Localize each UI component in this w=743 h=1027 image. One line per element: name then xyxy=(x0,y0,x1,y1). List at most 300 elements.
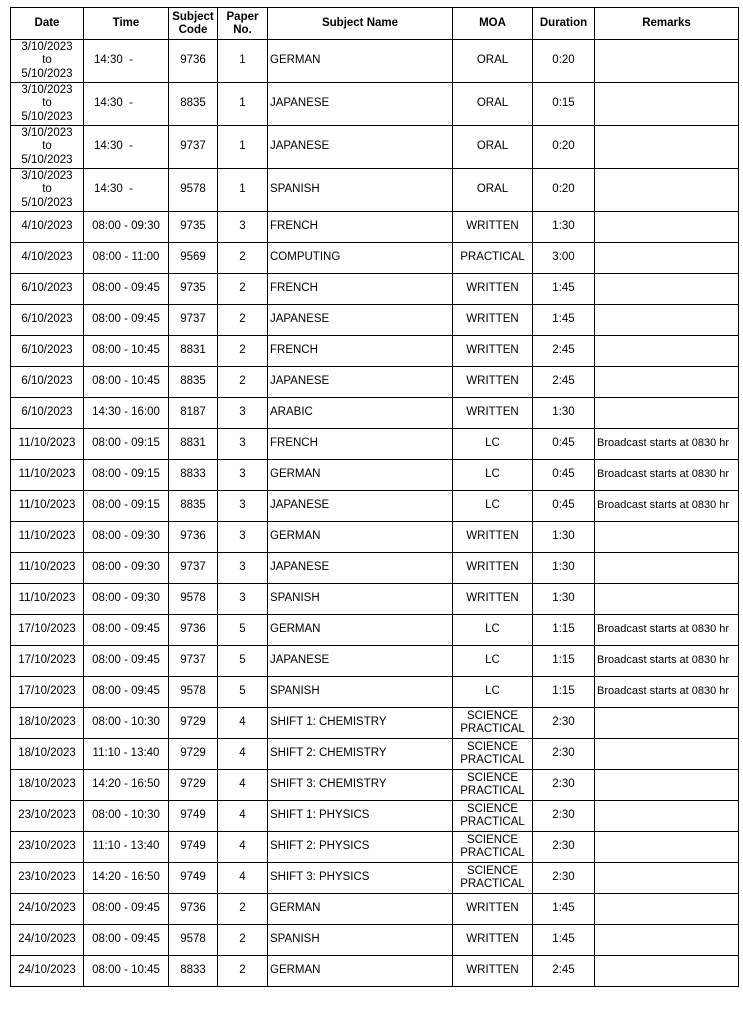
subject-code-cell: 9749 xyxy=(169,832,218,863)
moa-line: PRACTICAL xyxy=(460,754,525,766)
date-line: 17/10/2023 xyxy=(18,623,76,636)
subject-name-cell: JAPANESE xyxy=(268,367,453,398)
time-cell: 14:30 - xyxy=(84,169,169,212)
date-line: 11/10/2023 xyxy=(18,437,76,450)
moa-cell xyxy=(453,336,533,367)
date-line: 5/10/2023 xyxy=(21,110,73,123)
moa-line: WRITTEN xyxy=(466,964,519,977)
paper-no-cell: 2 xyxy=(218,305,268,336)
paper-no-cell: 2 xyxy=(218,336,268,367)
remarks-cell xyxy=(595,274,739,305)
time-cell: 08:00 - 09:30 xyxy=(84,212,169,243)
subject-name-cell: ARABIC xyxy=(268,398,453,429)
date-line: 11/10/2023 xyxy=(18,561,76,574)
moa-line: WRITTEN xyxy=(466,220,519,233)
subject-code-cell: 9749 xyxy=(169,801,218,832)
table-row xyxy=(11,801,739,832)
subject-name-cell: JAPANESE xyxy=(268,83,453,126)
remarks-cell xyxy=(595,553,739,584)
paper-no-cell: 3 xyxy=(218,398,268,429)
subject-code-cell: 9737 xyxy=(169,305,218,336)
date-line: to xyxy=(42,54,52,67)
moa-line: PRACTICAL xyxy=(460,785,525,797)
moa-line: SCIENCE xyxy=(466,833,519,846)
remarks-cell xyxy=(595,584,739,615)
subject-name-cell: SPANISH xyxy=(268,925,453,956)
date-line: 6/10/2023 xyxy=(21,313,73,326)
remarks-cell: Broadcast starts at 0830 hr xyxy=(595,460,739,491)
date-line: 18/10/2023 xyxy=(18,716,76,729)
date-line: 6/10/2023 xyxy=(21,375,73,388)
subject-code-cell: 9736 xyxy=(169,40,218,83)
moa-line: SCIENCE xyxy=(466,740,519,753)
duration-cell: 1:15 xyxy=(533,615,595,646)
schedule-body xyxy=(11,40,739,987)
moa-line: PRACTICAL xyxy=(460,847,525,859)
time-cell: 14:30 - xyxy=(84,126,169,169)
time-cell: 08:00 - 09:30 xyxy=(84,584,169,615)
paper-no-cell: 4 xyxy=(218,770,268,801)
date-cell xyxy=(11,863,84,894)
date-line: 18/10/2023 xyxy=(18,778,76,791)
date-line: 3/10/2023 xyxy=(21,126,73,139)
time-cell: 08:00 - 09:45 xyxy=(84,305,169,336)
remarks-cell xyxy=(595,832,739,863)
remarks-cell xyxy=(595,894,739,925)
header-paper-no-line: Paper xyxy=(226,10,259,23)
remarks-cell xyxy=(595,305,739,336)
subject-code-cell: 9749 xyxy=(169,863,218,894)
header-row xyxy=(11,8,739,40)
duration-cell: 2:30 xyxy=(533,863,595,894)
date-line: 23/10/2023 xyxy=(18,840,76,853)
table-row xyxy=(11,243,739,274)
date-line: 23/10/2023 xyxy=(18,809,76,822)
subject-code-cell: 9729 xyxy=(169,739,218,770)
date-line: 17/10/2023 xyxy=(18,685,76,698)
duration-cell: 0:20 xyxy=(533,40,595,83)
time-cell: 08:00 - 10:30 xyxy=(84,708,169,739)
paper-no-cell: 2 xyxy=(218,925,268,956)
moa-line: WRITTEN xyxy=(466,933,519,946)
time-cell: 08:00 - 09:30 xyxy=(84,522,169,553)
remarks-cell xyxy=(595,169,739,212)
subject-name-cell: GERMAN xyxy=(268,615,453,646)
date-line: to xyxy=(42,97,52,110)
remarks-cell xyxy=(595,739,739,770)
moa-line: WRITTEN xyxy=(466,313,519,326)
duration-cell: 2:30 xyxy=(533,832,595,863)
time-cell: 08:00 - 09:30 xyxy=(84,553,169,584)
subject-name-cell: FRENCH xyxy=(268,429,453,460)
time-cell: 08:00 - 09:45 xyxy=(84,925,169,956)
subject-name-cell: SPANISH xyxy=(268,584,453,615)
subject-code-cell: 8831 xyxy=(169,429,218,460)
time-cell: 14:20 - 16:50 xyxy=(84,770,169,801)
subject-code-cell: 9736 xyxy=(169,522,218,553)
date-cell xyxy=(11,169,84,212)
moa-cell xyxy=(453,801,533,832)
moa-cell xyxy=(453,770,533,801)
time-cell: 08:00 - 10:45 xyxy=(84,367,169,398)
date-cell xyxy=(11,956,84,987)
time-cell: 14:30 - xyxy=(84,83,169,126)
header-subject-code xyxy=(169,8,218,40)
moa-line: LC xyxy=(485,654,500,667)
moa-line: SCIENCE xyxy=(466,771,519,784)
time-cell: 08:00 - 09:15 xyxy=(84,460,169,491)
subject-code-cell: 9737 xyxy=(169,646,218,677)
date-cell xyxy=(11,739,84,770)
remarks-cell xyxy=(595,212,739,243)
moa-line: SCIENCE xyxy=(466,864,519,877)
date-cell xyxy=(11,677,84,708)
header-subject-name: Subject Name xyxy=(268,8,453,40)
table-row xyxy=(11,491,739,522)
time-cell: 08:00 - 09:45 xyxy=(84,615,169,646)
subject-name-cell: JAPANESE xyxy=(268,646,453,677)
table-row xyxy=(11,398,739,429)
remarks-cell xyxy=(595,925,739,956)
time-cell: 08:00 - 09:45 xyxy=(84,646,169,677)
duration-cell: 1:30 xyxy=(533,522,595,553)
paper-no-cell: 2 xyxy=(218,367,268,398)
subject-name-cell: GERMAN xyxy=(268,40,453,83)
paper-no-cell: 1 xyxy=(218,126,268,169)
subject-name-cell: FRENCH xyxy=(268,274,453,305)
duration-cell: 2:30 xyxy=(533,708,595,739)
moa-line: PRACTICAL xyxy=(460,251,525,264)
remarks-cell xyxy=(595,336,739,367)
duration-cell: 2:45 xyxy=(533,956,595,987)
moa-line: SCIENCE xyxy=(466,802,519,815)
subject-name-cell: COMPUTING xyxy=(268,243,453,274)
date-cell xyxy=(11,553,84,584)
moa-cell xyxy=(453,491,533,522)
subject-code-cell: 9578 xyxy=(169,925,218,956)
duration-cell: 2:45 xyxy=(533,336,595,367)
paper-no-cell: 5 xyxy=(218,677,268,708)
moa-cell xyxy=(453,126,533,169)
subject-name-cell: SHIFT 2: CHEMISTRY xyxy=(268,739,453,770)
moa-line: PRACTICAL xyxy=(460,816,525,828)
table-row xyxy=(11,894,739,925)
header-moa: MOA xyxy=(453,8,533,40)
table-row xyxy=(11,646,739,677)
subject-code-cell: 8835 xyxy=(169,367,218,398)
remarks-cell xyxy=(595,863,739,894)
table-row xyxy=(11,429,739,460)
subject-code-cell: 9736 xyxy=(169,894,218,925)
subject-name-cell: SHIFT 1: CHEMISTRY xyxy=(268,708,453,739)
moa-line: LC xyxy=(485,685,500,698)
date-cell xyxy=(11,398,84,429)
subject-name-cell: GERMAN xyxy=(268,522,453,553)
subject-code-cell: 8835 xyxy=(169,83,218,126)
subject-name-cell: GERMAN xyxy=(268,956,453,987)
duration-cell: 1:30 xyxy=(533,212,595,243)
header-paper-no-line: No. xyxy=(233,23,252,36)
table-row xyxy=(11,615,739,646)
date-cell xyxy=(11,305,84,336)
date-line: 5/10/2023 xyxy=(21,67,73,80)
subject-name-cell: JAPANESE xyxy=(268,491,453,522)
moa-cell xyxy=(453,169,533,212)
date-cell xyxy=(11,243,84,274)
moa-cell xyxy=(453,398,533,429)
paper-no-cell: 3 xyxy=(218,553,268,584)
moa-line: WRITTEN xyxy=(466,344,519,357)
duration-cell: 0:15 xyxy=(533,83,595,126)
paper-no-cell: 4 xyxy=(218,801,268,832)
subject-code-cell: 8187 xyxy=(169,398,218,429)
table-row xyxy=(11,739,739,770)
subject-code-cell: 8833 xyxy=(169,460,218,491)
header-remarks: Remarks xyxy=(595,8,739,40)
table-row xyxy=(11,522,739,553)
date-cell xyxy=(11,126,84,169)
paper-no-cell: 3 xyxy=(218,460,268,491)
remarks-cell: Broadcast starts at 0830 hr xyxy=(595,646,739,677)
moa-line: LC xyxy=(485,623,500,636)
paper-no-cell: 4 xyxy=(218,739,268,770)
date-cell xyxy=(11,801,84,832)
date-cell xyxy=(11,491,84,522)
time-cell: 08:00 - 09:45 xyxy=(84,677,169,708)
moa-cell xyxy=(453,83,533,126)
date-cell xyxy=(11,274,84,305)
header-date: Date xyxy=(11,8,84,40)
table-row xyxy=(11,212,739,243)
time-cell: 08:00 - 10:45 xyxy=(84,956,169,987)
moa-line: WRITTEN xyxy=(466,592,519,605)
moa-cell xyxy=(453,832,533,863)
subject-name-cell: JAPANESE xyxy=(268,126,453,169)
remarks-cell xyxy=(595,801,739,832)
duration-cell: 1:30 xyxy=(533,553,595,584)
moa-cell xyxy=(453,522,533,553)
duration-cell: 1:30 xyxy=(533,398,595,429)
moa-line: PRACTICAL xyxy=(460,723,525,735)
moa-cell xyxy=(453,584,533,615)
date-cell xyxy=(11,522,84,553)
duration-cell: 2:30 xyxy=(533,801,595,832)
date-cell xyxy=(11,429,84,460)
date-cell xyxy=(11,770,84,801)
table-row xyxy=(11,40,739,83)
date-line: 24/10/2023 xyxy=(18,902,76,915)
subject-code-cell: 9735 xyxy=(169,274,218,305)
date-line: 4/10/2023 xyxy=(21,220,73,233)
duration-cell: 1:45 xyxy=(533,925,595,956)
date-line: to xyxy=(42,183,52,196)
moa-line: ORAL xyxy=(476,54,509,67)
duration-cell: 2:45 xyxy=(533,367,595,398)
subject-name-cell: SHIFT 1: PHYSICS xyxy=(268,801,453,832)
paper-no-cell: 2 xyxy=(218,274,268,305)
moa-line: LC xyxy=(485,468,500,481)
remarks-cell xyxy=(595,243,739,274)
date-line: 4/10/2023 xyxy=(21,251,73,264)
moa-cell xyxy=(453,553,533,584)
date-cell xyxy=(11,832,84,863)
table-row xyxy=(11,336,739,367)
moa-cell xyxy=(453,367,533,398)
subject-name-cell: GERMAN xyxy=(268,460,453,491)
table-row xyxy=(11,708,739,739)
date-cell xyxy=(11,212,84,243)
paper-no-cell: 3 xyxy=(218,429,268,460)
duration-cell: 0:45 xyxy=(533,429,595,460)
moa-line: ORAL xyxy=(476,183,509,196)
moa-cell xyxy=(453,212,533,243)
subject-code-cell: 9737 xyxy=(169,126,218,169)
moa-cell xyxy=(453,305,533,336)
time-cell: 08:00 - 09:45 xyxy=(84,274,169,305)
table-row xyxy=(11,83,739,126)
moa-line: WRITTEN xyxy=(466,375,519,388)
table-row xyxy=(11,677,739,708)
duration-cell: 0:20 xyxy=(533,126,595,169)
duration-cell: 2:30 xyxy=(533,770,595,801)
date-line: 18/10/2023 xyxy=(18,747,76,760)
table-row xyxy=(11,553,739,584)
subject-name-cell: FRENCH xyxy=(268,336,453,367)
moa-cell xyxy=(453,429,533,460)
subject-code-cell: 9735 xyxy=(169,212,218,243)
paper-no-cell: 2 xyxy=(218,956,268,987)
moa-cell xyxy=(453,243,533,274)
time-cell: 11:10 - 13:40 xyxy=(84,832,169,863)
subject-code-cell: 9737 xyxy=(169,553,218,584)
time-cell: 14:30 - xyxy=(84,40,169,83)
table-row xyxy=(11,584,739,615)
moa-cell xyxy=(453,460,533,491)
table-row xyxy=(11,274,739,305)
date-cell xyxy=(11,615,84,646)
subject-name-cell: SPANISH xyxy=(268,169,453,212)
date-cell xyxy=(11,894,84,925)
remarks-cell: Broadcast starts at 0830 hr xyxy=(595,429,739,460)
table-row xyxy=(11,925,739,956)
moa-line: WRITTEN xyxy=(466,561,519,574)
duration-cell: 1:45 xyxy=(533,894,595,925)
header-subject-code-line: Subject xyxy=(172,10,214,23)
remarks-cell: Broadcast starts at 0830 hr xyxy=(595,491,739,522)
paper-no-cell: 3 xyxy=(218,491,268,522)
date-line: 6/10/2023 xyxy=(21,344,73,357)
table-row xyxy=(11,126,739,169)
moa-cell xyxy=(453,894,533,925)
date-line: 17/10/2023 xyxy=(18,654,76,667)
date-cell xyxy=(11,925,84,956)
date-line: 5/10/2023 xyxy=(21,153,73,166)
subject-code-cell: 9578 xyxy=(169,677,218,708)
date-line: 11/10/2023 xyxy=(18,530,76,543)
moa-line: ORAL xyxy=(476,140,509,153)
date-cell xyxy=(11,584,84,615)
time-cell: 11:10 - 13:40 xyxy=(84,739,169,770)
duration-cell: 3:00 xyxy=(533,243,595,274)
subject-name-cell: FRENCH xyxy=(268,212,453,243)
subject-name-cell: SHIFT 3: PHYSICS xyxy=(268,863,453,894)
moa-cell xyxy=(453,708,533,739)
remarks-cell xyxy=(595,708,739,739)
remarks-cell xyxy=(595,522,739,553)
subject-name-cell: JAPANESE xyxy=(268,553,453,584)
time-cell: 08:00 - 10:30 xyxy=(84,801,169,832)
remarks-cell xyxy=(595,770,739,801)
time-cell: 08:00 - 11:00 xyxy=(84,243,169,274)
header-paper-no xyxy=(218,8,268,40)
table-row xyxy=(11,305,739,336)
date-line: 11/10/2023 xyxy=(18,468,76,481)
date-line: 24/10/2023 xyxy=(18,964,76,977)
moa-cell xyxy=(453,274,533,305)
date-line: 24/10/2023 xyxy=(18,933,76,946)
date-line: 3/10/2023 xyxy=(21,40,73,53)
paper-no-cell: 1 xyxy=(218,40,268,83)
paper-no-cell: 5 xyxy=(218,646,268,677)
moa-line: ORAL xyxy=(476,97,509,110)
time-cell: 08:00 - 09:15 xyxy=(84,491,169,522)
moa-line: LC xyxy=(485,437,500,450)
moa-cell xyxy=(453,863,533,894)
moa-line: PRACTICAL xyxy=(460,878,525,890)
moa-line: WRITTEN xyxy=(466,406,519,419)
paper-no-cell: 5 xyxy=(218,615,268,646)
remarks-cell: Broadcast starts at 0830 hr xyxy=(595,677,739,708)
paper-no-cell: 1 xyxy=(218,83,268,126)
subject-code-cell: 9729 xyxy=(169,770,218,801)
subject-code-cell: 9578 xyxy=(169,169,218,212)
date-line: to xyxy=(42,140,52,153)
date-cell xyxy=(11,83,84,126)
date-line: 11/10/2023 xyxy=(18,499,76,512)
moa-line: LC xyxy=(485,499,500,512)
subject-name-cell: GERMAN xyxy=(268,894,453,925)
time-cell: 14:30 - 16:00 xyxy=(84,398,169,429)
remarks-cell xyxy=(595,40,739,83)
paper-no-cell: 3 xyxy=(218,522,268,553)
moa-cell xyxy=(453,925,533,956)
header-subject-code-line: Code xyxy=(178,23,208,36)
exam-schedule-table xyxy=(10,7,739,987)
subject-code-cell: 9578 xyxy=(169,584,218,615)
duration-cell: 1:45 xyxy=(533,274,595,305)
subject-name-cell: SPANISH xyxy=(268,677,453,708)
moa-cell xyxy=(453,677,533,708)
subject-code-cell: 9729 xyxy=(169,708,218,739)
moa-line: WRITTEN xyxy=(466,902,519,915)
remarks-cell xyxy=(595,126,739,169)
header-duration: Duration xyxy=(533,8,595,40)
duration-cell: 2:30 xyxy=(533,739,595,770)
subject-name-cell: SHIFT 3: CHEMISTRY xyxy=(268,770,453,801)
moa-cell xyxy=(453,956,533,987)
paper-no-cell: 4 xyxy=(218,863,268,894)
moa-cell xyxy=(453,615,533,646)
table-row xyxy=(11,460,739,491)
table-row xyxy=(11,956,739,987)
date-line: 3/10/2023 xyxy=(21,83,73,96)
time-cell: 14:20 - 16:50 xyxy=(84,863,169,894)
duration-cell: 1:30 xyxy=(533,584,595,615)
time-cell: 08:00 - 10:45 xyxy=(84,336,169,367)
subject-code-cell: 9736 xyxy=(169,615,218,646)
duration-cell: 0:20 xyxy=(533,169,595,212)
table-row xyxy=(11,863,739,894)
